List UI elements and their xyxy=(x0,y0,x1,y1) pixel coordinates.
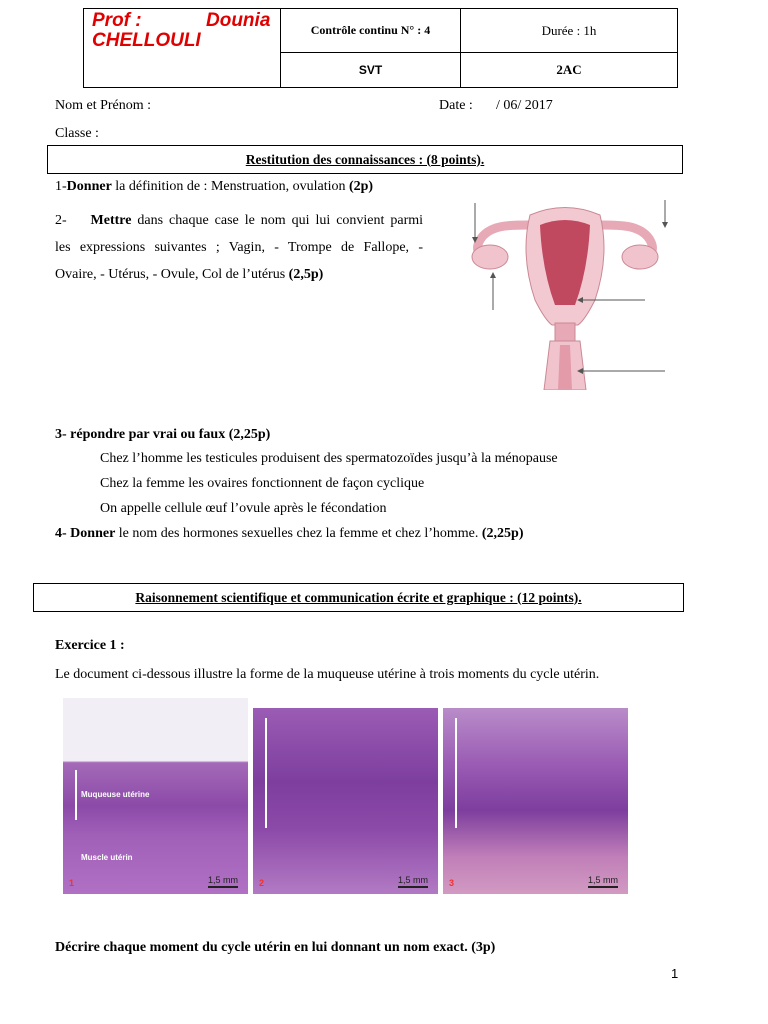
section1-title: Restitution des connaissances : (8 points). xyxy=(245,151,485,167)
q2-line3: Ovaire, - Utérus, - Ovule, Col de l’utérus (2,5p) xyxy=(55,267,324,282)
q1-text: la définition de : Menstruation, ovulation xyxy=(111,179,349,194)
q1-points: (2p) xyxy=(348,179,374,194)
section2-title: Raisonnement scientifique et communication écrite et graphique : (12 points). xyxy=(135,589,582,605)
q3-item-1: Chez l’homme les testicules produisent des spermatozoïdes jusqu’à la ménopause xyxy=(100,451,558,466)
section1-title-box xyxy=(47,145,683,174)
left-ovary xyxy=(472,245,508,269)
exercise-question: Décrire chaque moment du cycle utérin en lui donnant un nom exact. (3p) xyxy=(55,940,496,955)
level-cell: 2AC xyxy=(556,62,582,77)
histology-image-2 xyxy=(253,708,438,894)
thickness-arrow-3 xyxy=(455,718,457,828)
image-number-1: 1 xyxy=(69,878,75,888)
thickness-arrow-2 xyxy=(265,718,267,828)
image-number-2: 2 xyxy=(259,878,265,888)
prof-lastname: CHELLOULI xyxy=(92,30,201,51)
controle-cell: Contrôle continu N° : 4 xyxy=(281,9,461,53)
q4-points: (2,25p) xyxy=(481,526,524,541)
page-number: 1 xyxy=(671,966,679,981)
label-muscle: Muscle utérin xyxy=(81,853,133,862)
q4-num: 4- xyxy=(55,526,67,541)
exercise-title: Exercice 1 : xyxy=(55,638,125,653)
name-label: Nom et Prénom : xyxy=(55,98,152,113)
question-4 xyxy=(55,526,524,542)
q3-item-3: On appelle cellule œuf l’ovule après le fécondation xyxy=(100,501,387,516)
q2-line2: les expressions suivantes ; Vagin, - Trompe de Fallope, - xyxy=(55,240,423,255)
prof-cell xyxy=(84,9,281,87)
q1-verb: Donner xyxy=(66,179,112,194)
exercise-text: Le document ci-dessous illustre la forme de la muqueuse utérine à trois moments du cycle utérin. xyxy=(55,667,600,682)
scale-bar-3: 1,5 mm xyxy=(588,875,618,888)
uterus-diagram xyxy=(460,195,670,390)
histology-image-1 xyxy=(63,698,248,894)
section2-title-box xyxy=(33,583,684,612)
question-2 xyxy=(55,207,423,288)
histology-image-3 xyxy=(443,708,628,894)
q2-verb: Mettre xyxy=(90,213,132,228)
arrow-tube-head xyxy=(662,222,668,228)
q4-verb: Donner xyxy=(70,526,116,541)
date-value: / 06/ 2017 xyxy=(496,98,553,113)
vagina-canal xyxy=(558,345,572,390)
q2-line1: 2- Mettre dans chaque case le nom qui lui convient parmi xyxy=(55,213,424,228)
duree-cell: Durée : 1h xyxy=(461,9,677,53)
thickness-arrow-1 xyxy=(75,770,77,820)
image-number-3: 3 xyxy=(449,878,455,888)
q4-text: le nom des hormones sexuelles chez la femme et chez l’homme. xyxy=(115,526,482,541)
prof-label: Prof : xyxy=(92,10,142,31)
arrow-ovule-head xyxy=(490,272,496,278)
q3-title: 3- répondre par vrai ou faux (2,25p) xyxy=(55,427,271,442)
scale-bar-2: 1,5 mm xyxy=(398,875,428,888)
prof-firstname: Dounia xyxy=(206,10,271,31)
header-table xyxy=(83,8,678,88)
right-ovary xyxy=(622,245,658,269)
label-muqueuse: Muqueuse utérine xyxy=(81,790,150,799)
question-1 xyxy=(55,179,373,195)
class-label: Classe : xyxy=(55,126,99,141)
subject-cell: SVT xyxy=(281,53,461,87)
q2-points: (2,5p) xyxy=(288,267,324,282)
scale-bar-1: 1,5 mm xyxy=(208,875,238,888)
date-label: Date : xyxy=(439,98,473,113)
q3-item-2: Chez la femme les ovaires fonctionnent de façon cyclique xyxy=(100,476,425,491)
cervix xyxy=(555,323,575,341)
q1-num: 1- xyxy=(55,179,67,194)
